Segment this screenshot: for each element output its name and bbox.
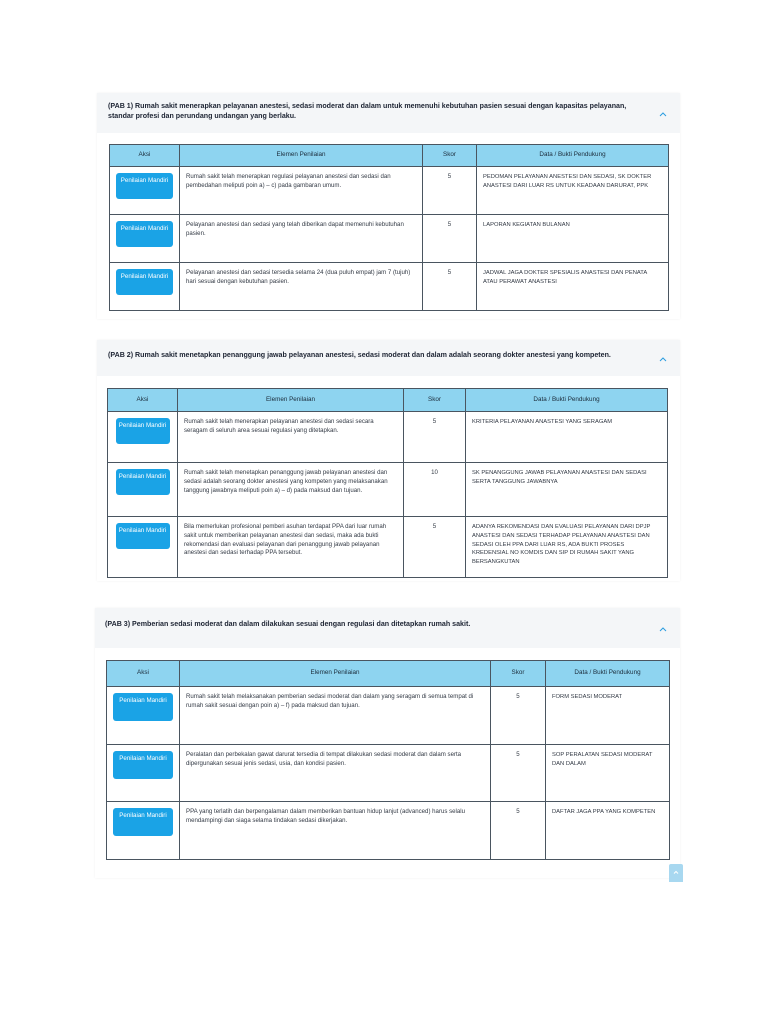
penilaian-mandiri-button[interactable]: Penilaian Mandiri	[116, 469, 170, 495]
column-header-elemen: Elemen Penilaian	[178, 389, 404, 412]
skor-cell: 5	[423, 215, 477, 263]
table-row	[107, 745, 670, 802]
elemen-cell: Rumah sakit telah menerapkan regulasi pelayanan anestesi dan sedasi dan pembedahan meliputi poin a) – c) pada gambaran umum.	[180, 167, 423, 215]
column-header-aksi: Aksi	[110, 145, 180, 167]
elemen-cell: Rumah sakit telah melaksanakan pemberian sedasi moderat dan dalam yang seragam di semua tempat di rumah sakit sesuai dengan poin a) – f) pada maksud dan tujuan.	[180, 687, 491, 745]
table-row	[110, 167, 669, 215]
table-row	[110, 263, 669, 311]
column-header-data: Data / Bukti Pendukung	[546, 661, 670, 687]
section-title-pab-1: (PAB 1) Rumah sakit menerapkan pelayanan anestesi, sedasi moderat dan dalam untuk memenuhi kebutuhan pasien sesuai dengan kapasitas pelayanan, standar profesi dan perundang undangan yang berlaku.	[108, 102, 627, 120]
table-row	[110, 215, 669, 263]
section-header-pab-1[interactable]	[97, 93, 680, 133]
column-header-data: Data / Bukti Pendukung	[477, 145, 669, 167]
bukti-cell: PEDOMAN PELAYANAN ANESTESI DAN SEDASI, SK DOKTER ANASTESI DARI LUAR RS UNTUK KEADAAN DARURAT, PPK	[477, 167, 669, 215]
column-header-elemen: Elemen Penilaian	[180, 145, 423, 167]
skor-cell: 10	[404, 463, 466, 517]
skor-cell: 5	[404, 517, 466, 578]
section-pab-2	[97, 340, 680, 581]
penilaian-mandiri-button[interactable]: Penilaian Mandiri	[113, 751, 173, 779]
elemen-cell: Rumah sakit telah menetapkan penanggung jawab pelayanan anestesi dan sedasi adalah seorang dokter anestesi yang kompeten yang melaksanakan tanggung jawabnya meliputi poin a) – d) pada maksud dan tujuan.	[178, 463, 404, 517]
column-header-data: Data / Bukti Pendukung	[466, 389, 668, 412]
skor-cell: 5	[491, 802, 546, 860]
skor-cell: 5	[404, 412, 466, 463]
assessment-table-pab-2	[107, 388, 668, 578]
chevron-up-icon[interactable]	[659, 356, 669, 364]
bukti-cell: FORM SEDASI MODERAT	[546, 687, 670, 745]
section-title-pab-2: (PAB 2) Rumah sakit menetapkan penanggung jawab pelayanan anestesi, sedasi moderat dan dalam adalah seorang dokter anestesi yang kompeten.	[108, 351, 611, 359]
penilaian-mandiri-button[interactable]: Penilaian Mandiri	[116, 173, 173, 199]
elemen-cell: Pelayanan anestesi dan sedasi yang telah diberikan dapat memenuhi kebutuhan pasien.	[180, 215, 423, 263]
column-header-skor: Skor	[404, 389, 466, 412]
bukti-cell: KRITERIA PELAYANAN ANASTESI YANG SERAGAM	[466, 412, 668, 463]
column-header-skor: Skor	[491, 661, 546, 687]
column-header-skor: Skor	[423, 145, 477, 167]
table-row	[107, 687, 670, 745]
bukti-cell: DAFTAR JAGA PPA YANG KOMPETEN	[546, 802, 670, 860]
skor-cell: 5	[491, 687, 546, 745]
bukti-cell: SOP PERALATAN SEDASI MODERAT DAN DALAM	[546, 745, 670, 802]
elemen-cell: Peralatan dan perbekalan gawat darurat tersedia di tempat dilakukan sedasi moderat dan dalam serta dipergunakan sesuai jenis sedasi, usia, dan kondisi pasien.	[180, 745, 491, 802]
section-pab-3	[95, 608, 680, 878]
bukti-cell: LAPORAN KEGIATAN BULANAN	[477, 215, 669, 263]
skor-cell: 5	[423, 263, 477, 311]
table-row	[108, 463, 668, 517]
chevron-up-icon[interactable]	[659, 111, 669, 119]
chevron-up-icon[interactable]	[659, 626, 669, 634]
column-header-aksi: Aksi	[107, 661, 180, 687]
elemen-cell: PPA yang terlatih dan berpengalaman dalam memberikan bantuan hidup lanjut (advanced) harus selalu mendampingi dan siaga selama tindakan sedasi dikerjakan.	[180, 802, 491, 860]
section-header-pab-3[interactable]	[95, 608, 680, 648]
section-title-pab-3: (PAB 3) Pemberian sedasi moderat dan dalam dilakukan sesuai dengan regulasi dan ditetapkan rumah sakit.	[105, 620, 471, 628]
penilaian-mandiri-button[interactable]: Penilaian Mandiri	[113, 693, 173, 721]
skor-cell: 5	[491, 745, 546, 802]
penilaian-mandiri-button[interactable]: Penilaian Mandiri	[116, 523, 170, 549]
section-pab-1	[97, 93, 680, 319]
table-row	[108, 412, 668, 463]
elemen-cell: Pelayanan anestesi dan sedasi tersedia selama 24 (dua puluh empat) jam 7 (tujuh) hari sesuai dengan kebutuhan pasien.	[180, 263, 423, 311]
table-row	[108, 517, 668, 578]
section-header-pab-2[interactable]	[97, 340, 680, 376]
elemen-cell: Rumah sakit telah menerapkan pelayanan anestesi dan sedasi secara seragam di seluruh area sesuai regulasi yang ditetapkan.	[178, 412, 404, 463]
column-header-aksi: Aksi	[108, 389, 178, 412]
penilaian-mandiri-button[interactable]: Penilaian Mandiri	[116, 269, 173, 295]
skor-cell: 5	[423, 167, 477, 215]
assessment-table-pab-1	[109, 144, 669, 311]
penilaian-mandiri-button[interactable]: Penilaian Mandiri	[113, 808, 173, 836]
assessment-table-pab-3	[106, 660, 670, 860]
elemen-cell: Bila memerlukan profesional pemberi asuhan terdapat PPA dari luar rumah sakit untuk memberikan pelayanan anestesi dan sedasi, maka ada bukti rekomendasi dan evaluasi pelayanan dari penanggung jawab pelayanan anestesi dan sedasi terhadap PPA tersebut.	[178, 517, 404, 578]
chevron-up-icon	[673, 870, 679, 874]
table-row	[107, 802, 670, 860]
bukti-cell: JADWAL JAGA DOKTER SPESIALIS ANASTESI DAN PENATA ATAU PERAWAT ANASTESI	[477, 263, 669, 311]
scroll-to-top-button[interactable]	[669, 864, 683, 882]
bukti-cell: ADANYA REKOMENDASI DAN EVALUASI PELAYANAN DARI DPJP ANASTESI DAN SEDASI TERHADAP PELAYANAN ANASTESI DAN SEDASI OLEH PPA DARI LUAR RS, ADA BUKTI PROSES KREDENSIAL NO KOMDIS DAN SIP DI RUMAH SAKIT YANG BERSANGKUTAN	[466, 517, 668, 578]
column-header-elemen: Elemen Penilaian	[180, 661, 491, 687]
penilaian-mandiri-button[interactable]: Penilaian Mandiri	[116, 221, 173, 247]
bukti-cell: SK PENANGGUNG JAWAB PELAYANAN ANASTESI DAN SEDASI SERTA TANGGUNG JAWABNYA	[466, 463, 668, 517]
penilaian-mandiri-button[interactable]: Penilaian Mandiri	[116, 418, 170, 444]
